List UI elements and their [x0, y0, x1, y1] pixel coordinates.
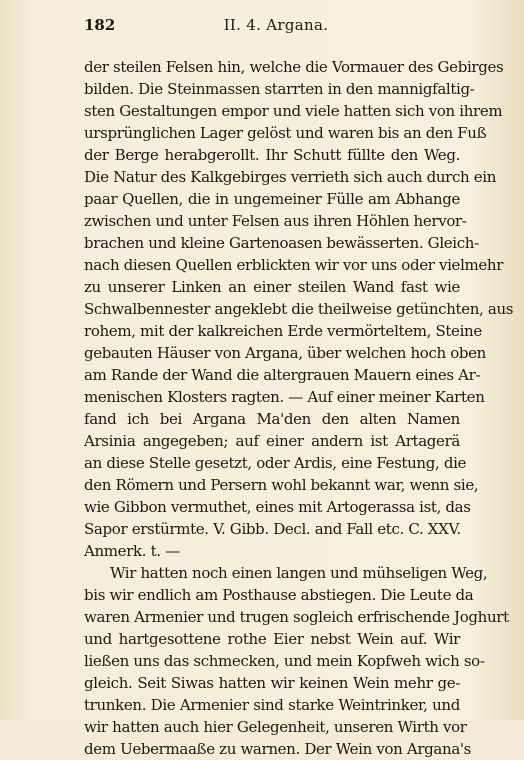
paragraph	[84, 56, 514, 562]
text-line: wie Gibbon vermuthet, eines mit Artogerassa ist, das	[84, 498, 471, 516]
text-line: Arsinia angegeben; auf einer andern ist Artagerä	[84, 432, 460, 450]
text-line: nach diesen Quellen erblickten wir vor uns oder vielmehr	[84, 256, 504, 274]
text-line: gebauten Häuser von Argana, über welchen hoch oben	[84, 344, 486, 362]
text-line: Sapor erstürmte. V. Gibb. Decl. and Fall etc. C. XXV.	[84, 520, 461, 538]
text-line: wir hatten auch hier Gelegenheit, unseren Wirth vor	[84, 718, 467, 736]
text-line: bis wir endlich am Posthause abstiegen. Die Leute da	[84, 586, 474, 604]
text-line: Anmerk. t. —	[84, 542, 180, 560]
text-line: paar Quellen, die in ungemeiner Fülle am Abhange	[84, 190, 460, 208]
page-header	[84, 16, 468, 38]
text-line: waren Armenier und trugen sogleich erfrischende Joghurt	[84, 608, 509, 626]
text-line: gleich. Seit Siwas hatten wir keinen Wein mehr ge-	[84, 674, 460, 692]
text-line: zwischen und unter Felsen aus ihren Höhlen hervor-	[84, 212, 467, 230]
text-line: menischen Klosters ragten. — Auf einer meiner Karten	[84, 388, 485, 406]
text-line: trunken. Die Armenier sind starke Weintrinker, und	[84, 696, 460, 714]
text-line: der steilen Felsen hin, welche die Vormauer des Gebirges	[84, 58, 504, 76]
text-line: sten Gestaltungen empor und viele hatten sich von ihrem	[84, 102, 503, 120]
text-line: bilden. Die Steinmassen starrten in den mannigfaltig-	[84, 80, 475, 98]
text-line: Schwalbennester angeklebt die theilweise getünchten, aus	[84, 300, 514, 318]
paragraph	[84, 562, 509, 760]
text-line: und hartgesottene rothe Eier nebst Wein auf. Wir	[84, 630, 460, 648]
page-number: 182	[84, 16, 116, 34]
text-line: am Rande der Wand die altergrauen Mauern eines Ar-	[84, 366, 481, 384]
text-line: der Berge herabgerollt. Ihr Schutt füllte den Weg.	[84, 146, 460, 164]
text-line: den Römern und Persern wohl bekannt war, wenn sie,	[84, 476, 479, 494]
text-line: rohem, mit der kalkreichen Erde vermörteltem, Steine	[84, 322, 482, 340]
running-head: II. 4. Argana.	[223, 16, 329, 34]
text-line: Die Natur des Kalkgebirges verrieth sich auch durch ein	[84, 168, 497, 186]
text-line: ursprünglichen Lager gelöst und waren bis an den Fuß	[84, 124, 487, 142]
body-text	[84, 56, 514, 760]
text-line: dem Uebermaaße zu warnen. Der Wein von Argana's	[84, 740, 472, 758]
text-line: an diese Stelle gesetzt, oder Ardis, eine Festung, die	[84, 454, 467, 472]
text-line: brachen und kleine Gartenoasen bewässerten. Gleich-	[84, 234, 479, 252]
text-line: fand ich bei Argana Ma'den den alten Namen	[84, 410, 460, 428]
text-line: ließen uns das schmecken, und mein Kopfweh wich so-	[84, 652, 485, 670]
text-line: Wir hatten noch einen langen und mühseligen Weg,	[110, 564, 488, 582]
text-line: zu unserer Linken an einer steilen Wand fast wie	[84, 278, 460, 296]
